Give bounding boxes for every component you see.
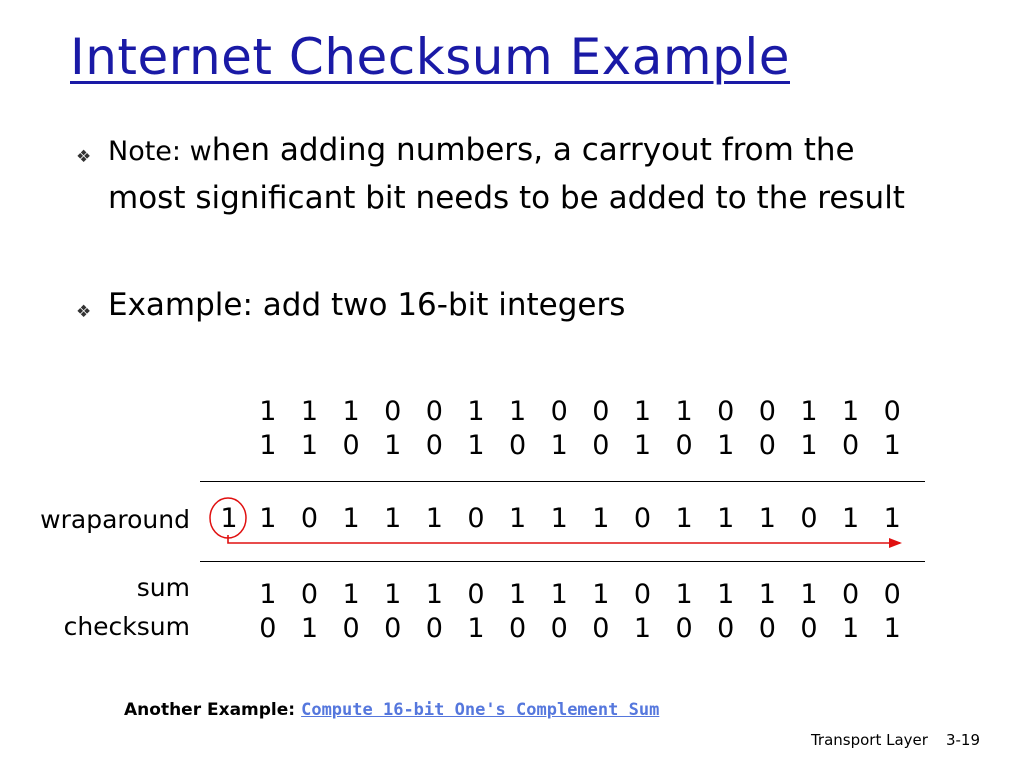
bit-cell: 0 (384, 613, 402, 644)
bit-cell: 0 (259, 613, 277, 644)
another-example (124, 700, 659, 720)
bit-cell: 1 (883, 430, 901, 461)
bit-cell: 1 (259, 579, 277, 610)
bit-cell: 1 (758, 579, 776, 610)
carry-circle (210, 498, 246, 538)
bit-cell: 1 (883, 613, 901, 644)
bit-cell: 1 (758, 503, 776, 534)
bit-cell: 1 (508, 396, 527, 427)
arrow-head-icon (889, 538, 902, 548)
bit-cell: 1 (259, 503, 277, 534)
bit-cell: 1 (633, 430, 652, 461)
bit-cell: 1 (883, 503, 901, 534)
example-bullet: Example: add two 16-bit integers (108, 287, 626, 323)
slide-footer (811, 731, 980, 749)
bit-cell: 1 (675, 503, 693, 534)
bit-cell: 0 (758, 396, 776, 427)
bit-cell: 1 (550, 579, 568, 610)
bit-cell: 0 (300, 579, 319, 610)
bit-cell: 1 (592, 579, 610, 610)
bit-cell: 1 (841, 613, 860, 644)
sum-divider (200, 561, 925, 562)
bit-cell: 1 (300, 613, 319, 644)
bit-cell: 0 (841, 579, 860, 610)
bit-cell: 1 (259, 430, 277, 461)
bit-cell: 0 (717, 613, 735, 644)
bit-cell: 1 (675, 396, 693, 427)
bit-cell: 1 (633, 396, 652, 427)
bit-cell: 0 (592, 430, 610, 461)
bit-cell: 1 (717, 579, 735, 610)
bit-cell: 0 (508, 613, 527, 644)
footer-section: Transport Layer (810, 731, 928, 749)
diamond-bullet-icon: ❖ (76, 302, 92, 322)
bit-cell: 1 (425, 579, 443, 610)
bit-cell: 1 (508, 503, 527, 534)
bit-cell: 1 (841, 396, 860, 427)
bit-cell: 1 (550, 503, 568, 534)
another-example-label: Another Example: (124, 700, 296, 720)
bit-cell: 0 (800, 503, 818, 534)
bit-cell: 1 (300, 430, 319, 461)
bit-cell: 1 (342, 503, 360, 534)
bit-cell: 0 (758, 430, 776, 461)
bit-cell: 0 (508, 430, 527, 461)
bit-cell: 0 (550, 613, 568, 644)
bit-cell: 1 (467, 613, 485, 644)
bit-cell: 0 (675, 430, 693, 461)
bit-cell: 0 (342, 613, 360, 644)
bit-cell: 1 (342, 579, 360, 610)
bit-cell: 1 (384, 503, 402, 534)
bit-cell: 0 (800, 613, 818, 644)
bit-cell: 1 (841, 503, 860, 534)
bit-cell: 0 (675, 613, 693, 644)
note-label: Note: w (108, 136, 212, 167)
bit-cell: 0 (342, 430, 360, 461)
bit-cell: 1 (300, 396, 319, 427)
bit-cell: 0 (717, 396, 735, 427)
bit-cell: 0 (883, 579, 901, 610)
bit-cell: 1 (467, 396, 485, 427)
bit-cell: 1 (633, 613, 652, 644)
bit-cell: 0 (467, 579, 485, 610)
sum-label: sum (136, 573, 190, 602)
bit-cell: 0 (592, 613, 610, 644)
bit-cell: 0 (550, 396, 568, 427)
carry-bit: 1 (220, 503, 238, 534)
bit-cell: 1 (717, 503, 735, 534)
bit-cell: 0 (758, 613, 776, 644)
bit-cell: 1 (384, 430, 402, 461)
bit-cell: 1 (717, 430, 735, 461)
footer-page-number: 3-19 (945, 731, 980, 749)
bit-cell: 1 (425, 503, 443, 534)
bit-cell: 0 (300, 503, 319, 534)
wraparound-label: wraparound (40, 505, 190, 534)
bit-cell: 1 (800, 579, 818, 610)
bit-cell: 1 (592, 503, 610, 534)
bit-cell: 1 (550, 430, 568, 461)
bit-cell: 1 (259, 396, 277, 427)
slide-title: Internet Checksum Example (70, 28, 790, 86)
bit-cell: 0 (425, 613, 443, 644)
example-link[interactable]: Compute 16-bit One's Complement Sum (301, 700, 660, 720)
sum-row (247, 579, 913, 611)
bit-cell: 0 (425, 430, 443, 461)
diamond-bullet-icon: ❖ (76, 147, 92, 167)
bit-cell: 0 (633, 503, 652, 534)
bit-cell: 0 (841, 430, 860, 461)
arrow-line (228, 535, 900, 543)
note-text: hen adding numbers, a carryout from the most significant bit needs to be added to the result (108, 132, 905, 216)
bit-cell: 1 (342, 396, 360, 427)
bit-cell: 0 (467, 503, 485, 534)
bit-cell: 0 (425, 396, 443, 427)
checksum-row (247, 613, 913, 645)
bit-cell: 1 (675, 579, 693, 610)
checksum-label: checksum (63, 612, 190, 641)
bit-cell: 0 (592, 396, 610, 427)
bit-cell: 1 (800, 430, 818, 461)
bit-cell: 0 (633, 579, 652, 610)
bit-cell: 0 (384, 396, 402, 427)
bit-cell: 1 (800, 396, 818, 427)
bit-cell: 1 (384, 579, 402, 610)
bit-cell: 1 (508, 579, 527, 610)
bit-cell: 1 (467, 430, 485, 461)
bit-cell: 0 (883, 396, 901, 427)
